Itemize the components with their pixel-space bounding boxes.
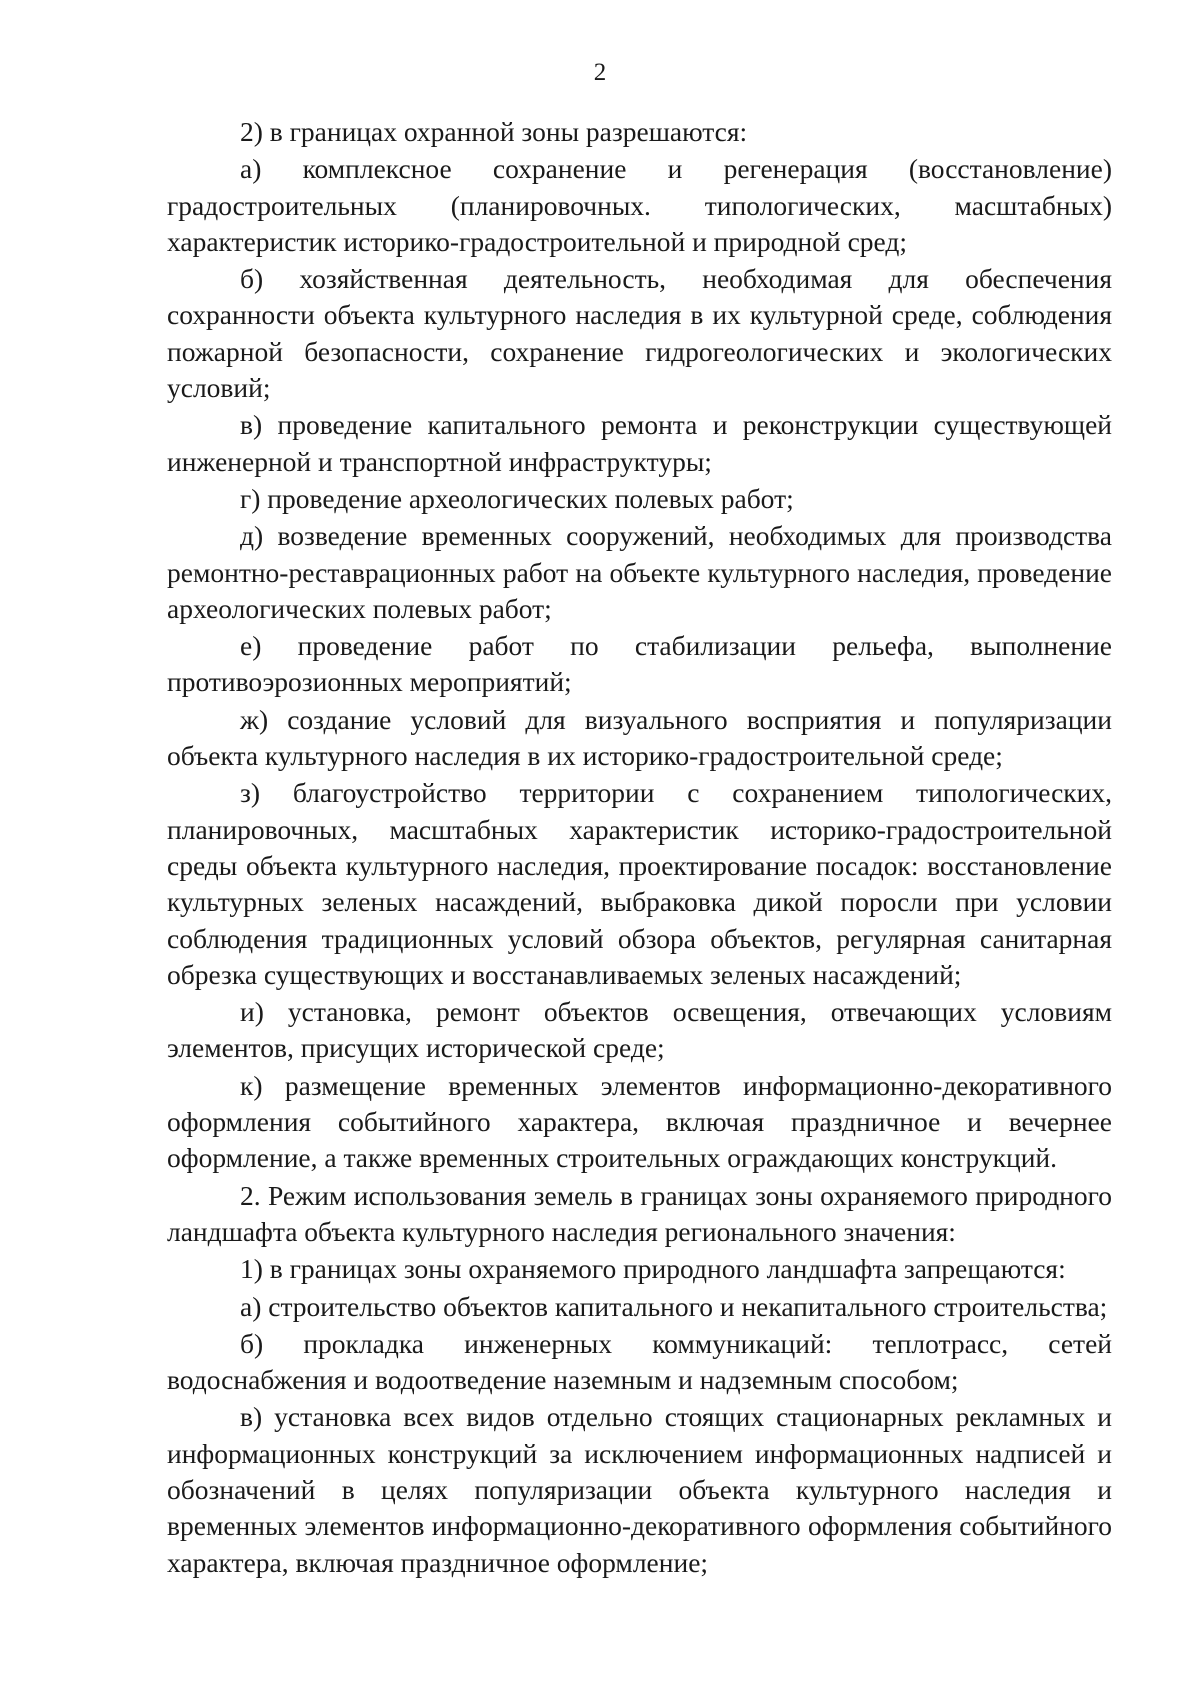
page-number: 2: [593, 59, 607, 86]
paragraph-item-e: е) проведение работ по стабилизации рельефа, выполнение противоэрозионных мероприятий;: [167, 630, 1112, 698]
paragraph-item-i: и) установка, ремонт объектов освещения, отвечающих условиям элементов, присущих исторической среде;: [167, 996, 1112, 1064]
prohibition-item-b: б) прокладка инженерных коммуникаций: теплотрасс, сетей водоснабжения и водоотведение наземным и надземным способом;: [167, 1327, 1112, 1396]
paragraph-item-d: д) возведение временных сооружений, необходимых для производства ремонтно-реставрационных работ на объекте культурного наследия, проведение археологических полевых работ;: [167, 520, 1112, 624]
paragraph-item-k: к) размещение временных элементов информационно-декоративного оформления событийного характера, включая праздничное и вечернее оформление, а также временных строительных ограждающих конструкций.: [167, 1069, 1112, 1174]
paragraph-item-zh: ж) создание условий для визуального восприятия и популяризации объекта культурного наследия в их историко-градостроительной среде;: [167, 703, 1112, 772]
paragraph-item-b: б) хозяйственная деятельность, необходимая для обеспечения сохранности объекта культурного наследия в их культурной среде, соблюдения пожарной безопасности, сохранение гидрогеологических и экологических условий;: [167, 263, 1112, 404]
section-2-heading: 2. Режим использования земель в границах зоны охраняемого природного ландшафта объекта культурного наследия регионального значения:: [167, 1179, 1112, 1247]
paragraph-item-a: а) комплексное сохранение и регенерация (восстановление) градостроительных (планировочных. типологических, масштабных) характеристик историко-градостроительной и природной сред;: [167, 153, 1112, 257]
paragraph-item-g: г) проведение археологических полевых работ;: [240, 482, 794, 514]
paragraph-2-1-prohibitions: 1) в границах зоны охраняемого природного ландшафта запрещаются:: [240, 1253, 1066, 1285]
paragraph-2-1-heading: 2) в границах охранной зоны разрешаются:: [240, 116, 748, 147]
prohibition-item-a: а) строительство объектов капитального и некапитального строительства;: [240, 1290, 1108, 1322]
prohibition-item-v: в) установка всех видов отдельно стоящих стационарных рекламных и информационных конструкций за исключением информационных надписей и обозначений в целях популяризации объекта культурного наследия и временных элементов информационно-декоративного оформления событийного характера, включая праздничное оформление;: [167, 1401, 1112, 1578]
paragraph-item-v: в) проведение капитального ремонта и реконструкции существующей инженерной и транспортной инфраструктуры;: [167, 409, 1112, 477]
paragraph-item-z: з) благоустройство территории с сохранением типологических, планировочных, масштабных характеристик историко-градостроительной среды объекта культурного наследия, проектирование посадок: восстановление культурных зеленых насаждений, выбраковка дикой поросли при условии соблюдения традиционных условий обзора объектов, регулярная санитарная обрезка существующих и восстанавливаемых зеленых насаждений;: [167, 777, 1112, 990]
document-body: [167, 114, 1112, 1582]
